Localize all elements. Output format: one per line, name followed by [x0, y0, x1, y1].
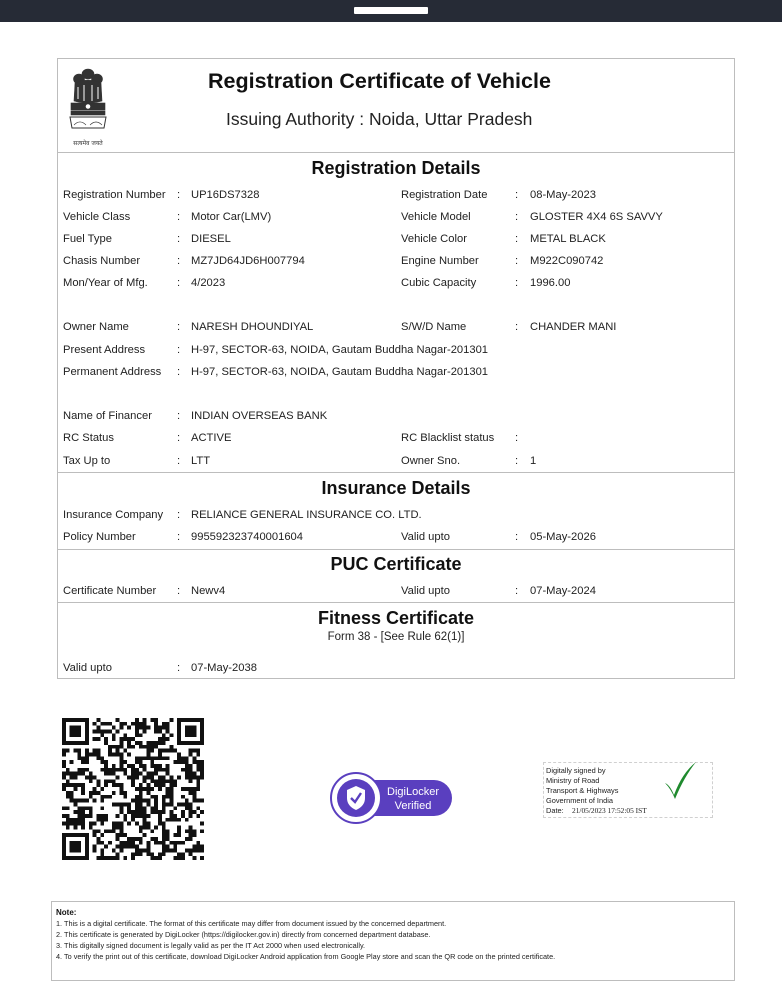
document-title: Registration Certificate of Vehicle: [208, 69, 551, 93]
puc-certificate-title: PUC Certificate: [330, 554, 462, 574]
checkmark-icon: [662, 759, 698, 803]
separator: :: [177, 432, 181, 444]
signature-date-label: Date:: [546, 806, 564, 815]
note-line: 1. This is a digital certificate. The format of this certificate may differ from document issued by the concerned department.: [56, 919, 447, 928]
vehicle-class-label: Vehicle Class: [63, 211, 131, 223]
swd-name-label: S/W/D Name: [401, 321, 467, 333]
divider: [58, 472, 734, 473]
financer-value: INDIAN OVERSEAS BANK: [191, 410, 328, 422]
policy-number-label: Policy Number: [63, 531, 136, 543]
note-line: 4. To verify the print out of this certificate, download DigiLocker Android application from Google Play store and scan the QR code on the printed certificate.: [56, 952, 556, 961]
qr-code: [62, 718, 204, 860]
separator: :: [177, 531, 181, 543]
signature-line: Digitally signed by: [546, 766, 606, 775]
owner-sno-label: Owner Sno.: [401, 455, 461, 467]
insurance-company-value: RELIANCE GENERAL INSURANCE CO. LTD.: [191, 509, 422, 521]
separator: :: [177, 233, 181, 245]
badge-line2: Verified: [394, 800, 432, 812]
permanent-address-label: Permanent Address: [63, 366, 162, 378]
top-bar: [0, 0, 782, 22]
puc-valid-label: Valid upto: [401, 585, 450, 597]
fuel-type-label: Fuel Type: [63, 233, 112, 245]
separator: :: [177, 455, 181, 467]
digital-signature: [543, 762, 713, 818]
permanent-address-value: H-97, SECTOR-63, NOIDA, Gautam Buddha Nagar-201301: [191, 366, 489, 378]
rc-status-label: RC Status: [63, 432, 114, 444]
rc-status-value: ACTIVE: [191, 432, 232, 444]
puc-valid-value: 07-May-2024: [530, 585, 596, 597]
signature-date-value: 21/05/2023 17:52:05 IST: [572, 806, 647, 815]
engine-number-value: M922C090742: [530, 255, 604, 267]
divider: [58, 602, 734, 603]
signature-line: Transport & Highways: [546, 786, 619, 795]
signature-line: Government of India: [546, 796, 613, 805]
vehicle-model-value: GLOSTER 4X4 6S SAVVY: [530, 211, 663, 223]
chasis-number-value: MZ7JD64JD6H007794: [191, 255, 305, 267]
separator: :: [177, 585, 181, 597]
mfg-date-value: 4/2023: [191, 277, 226, 289]
rc-blacklist-label: RC Blacklist status: [401, 432, 495, 444]
vehicle-color-value: METAL BLACK: [530, 233, 606, 245]
issuing-authority: Issuing Authority : Noida, Uttar Pradesh: [226, 109, 533, 129]
separator: :: [515, 255, 519, 267]
separator: :: [177, 344, 181, 356]
signature-line: Ministry of Road: [546, 776, 600, 785]
separator: :: [515, 432, 519, 444]
separator: :: [177, 211, 181, 223]
separator: :: [515, 455, 519, 467]
separator: :: [177, 277, 181, 289]
registration-details-title: Registration Details: [311, 158, 481, 178]
separator: :: [515, 277, 519, 289]
separator: :: [177, 255, 181, 267]
note-title: Note:: [56, 908, 77, 917]
registration-number-value: UP16DS7328: [191, 189, 260, 201]
note-line: 2. This certificate is generated by DigiLocker (https://digilocker.gov.in) directly from concerned department database.: [56, 930, 431, 939]
separator: :: [177, 509, 181, 521]
present-address-label: Present Address: [63, 344, 146, 356]
vehicle-color-label: Vehicle Color: [401, 233, 467, 245]
separator: :: [515, 531, 519, 543]
owner-sno-value: 1: [530, 455, 537, 467]
owner-name-value: NARESH DHOUNDIYAL: [191, 321, 314, 333]
fuel-type-value: DIESEL: [191, 233, 231, 245]
registration-number-label: Registration Number: [63, 189, 166, 201]
insurance-valid-value: 05-May-2026: [530, 531, 596, 543]
certificate: [57, 58, 735, 679]
national-emblem-icon: [64, 65, 112, 149]
cubic-capacity-value: 1996.00: [530, 277, 571, 289]
fitness-valid-value: 07-May-2038: [191, 662, 257, 674]
registration-date-label: Registration Date: [401, 189, 488, 201]
fitness-certificate-title: Fitness Certificate: [317, 608, 475, 628]
separator: :: [515, 321, 519, 333]
badge-line1: DigiLocker: [387, 786, 439, 798]
separator: :: [177, 366, 181, 378]
separator: :: [515, 233, 519, 245]
vehicle-model-label: Vehicle Model: [401, 211, 471, 223]
note-box: [51, 901, 735, 981]
emblem-motto: सत्यमेव जयते: [73, 140, 103, 147]
tax-upto-value: LTT: [191, 455, 211, 467]
mfg-date-label: Mon/Year of Mfg.: [63, 277, 148, 289]
registration-date-value: 08-May-2023: [530, 189, 596, 201]
puc-number-value: Newv4: [191, 585, 226, 597]
financer-label: Name of Financer: [63, 410, 152, 422]
separator: :: [515, 585, 519, 597]
note-line: 3. This digitally signed document is legally valid as per the IT Act 2000 when used electronically.: [56, 941, 366, 950]
fitness-form-subtitle: Form 38 - [See Rule 62(1)]: [327, 631, 465, 643]
drag-handle[interactable]: [354, 7, 428, 14]
insurance-valid-label: Valid upto: [401, 531, 450, 543]
insurance-company-label: Insurance Company: [63, 509, 164, 521]
divider: [58, 549, 734, 550]
insurance-details-title: Insurance Details: [321, 478, 471, 498]
digilocker-verified-badge: [330, 772, 454, 824]
separator: :: [515, 211, 519, 223]
separator: :: [177, 662, 181, 674]
separator: :: [515, 189, 519, 201]
policy-number-value: 995592323740001604: [191, 531, 303, 543]
separator: :: [177, 321, 181, 333]
vehicle-class-value: Motor Car(LMV): [191, 211, 272, 223]
cubic-capacity-label: Cubic Capacity: [401, 277, 477, 289]
tax-upto-label: Tax Up to: [63, 455, 111, 467]
chasis-number-label: Chasis Number: [63, 255, 141, 267]
separator: :: [177, 189, 181, 201]
present-address-value: H-97, SECTOR-63, NOIDA, Gautam Buddha Nagar-201301: [191, 344, 489, 356]
puc-number-label: Certificate Number: [63, 585, 157, 597]
owner-name-label: Owner Name: [63, 321, 129, 333]
engine-number-label: Engine Number: [401, 255, 479, 267]
separator: :: [177, 410, 181, 422]
fitness-valid-label: Valid upto: [63, 662, 112, 674]
swd-name-value: CHANDER MANI: [530, 321, 617, 333]
certificate-header: [58, 59, 734, 153]
